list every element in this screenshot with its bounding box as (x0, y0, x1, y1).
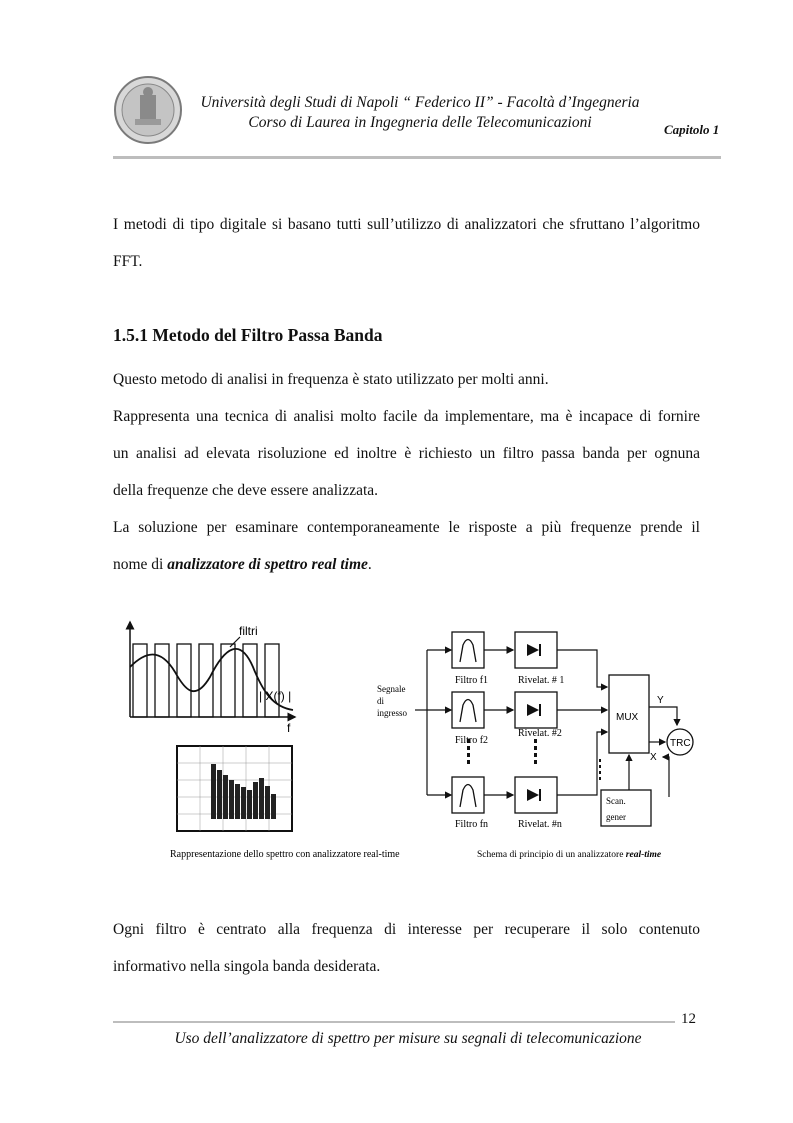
paragraph-3-suffix: . (367, 556, 372, 573)
realtime-analyzer-term: analizzatore di spettro real time (167, 556, 368, 573)
paragraph-2-line-2: un analisi ad elevata risoluzione ed inoltre è richiesto un filtro passa banda per ognuna (113, 445, 700, 462)
left-caption: Rappresentazione dello spettro con analizzatore real-time (170, 849, 400, 860)
section-heading: 1.5.1 Metodo del Filtro Passa Banda (113, 325, 383, 345)
detector-label-2: Rivelat. #2 (518, 728, 562, 739)
detector-label-1: Rivelat. # 1 (518, 675, 565, 686)
filter-label-2: Filtro f2 (455, 735, 489, 746)
header-university: Università degli Studi di Napoli “ Federico II” - Facoltà d’Ingegneria (200, 94, 640, 111)
trc-label: TRC (670, 738, 691, 749)
university-seal-logo (113, 75, 183, 145)
axis-y-label: Y (657, 695, 664, 706)
paragraph-2-line-1: Rappresenta una tecnica di analisi molto facile da implementare, ma è incapace di fornire (113, 408, 700, 425)
label-f: f (287, 721, 291, 735)
filter-blocks (452, 632, 484, 813)
intro-line-2: FFT. (113, 253, 143, 270)
block-diagram (377, 632, 693, 860)
scan-label-1: Scan. (606, 796, 626, 806)
paragraph-3-line-2 (113, 546, 700, 583)
input-label-2: di (377, 696, 385, 706)
header-chapter: Capitolo 1 (664, 122, 720, 137)
detector-blocks (515, 632, 557, 813)
label-filtri: filtri (239, 624, 258, 638)
paragraph-3-line-1: La soluzione per esaminare contemporaneamente le risposte a più frequenze prende il (113, 519, 700, 536)
filter-label-1: Filtro f1 (455, 675, 489, 686)
footer-divider (113, 1021, 675, 1023)
closing-line-2: informativo nella singola banda desiderata. (113, 958, 381, 975)
body-paragraphs (113, 361, 700, 583)
label-xf: | X(f) | (259, 689, 292, 703)
page-number: 12 (681, 1011, 696, 1027)
paragraph-3-prefix: nome di (113, 556, 168, 573)
mux-label: MUX (616, 712, 639, 723)
right-caption (477, 850, 662, 860)
axis-x-label: X (650, 752, 657, 763)
closing-line-1: Ogni filtro è centrato alla frequenza di interesse per recuperare il solo contenuto (113, 921, 700, 938)
right-caption-emph: real-time (625, 850, 662, 860)
intro-paragraph (113, 206, 700, 280)
paragraph-1: Questo metodo di analisi in frequenza è stato utilizzato per molti anni. (113, 371, 549, 388)
detector-label-n: Rivelat. #n (518, 819, 562, 830)
filter-label-n: Filtro fn (455, 819, 489, 830)
realtime-analyzer-figure (115, 612, 735, 867)
input-label-3: ingresso (377, 708, 407, 718)
footer-title: Uso dell’analizzatore di spettro per misure su segnali di telecomunicazione (174, 1030, 642, 1047)
header-course: Corso di Laurea in Ingegneria delle Telecomunicazioni (248, 114, 592, 131)
intro-line-1: I metodi di tipo digitale si basano tutti sull’utilizzo di analizzatori che sfruttano l’algoritmo (113, 216, 700, 233)
scan-label-2: gener (606, 812, 626, 822)
right-caption-text: Schema di principio di un analizzatore (477, 850, 626, 860)
filter-bank-spectrum-plot (130, 622, 295, 735)
paragraph-2-line-3: della frequenze che deve essere analizzata. (113, 482, 379, 499)
analyzer-screen (177, 746, 292, 831)
closing-paragraph (113, 911, 700, 985)
input-label-1: Segnale (377, 684, 406, 694)
header-divider (113, 156, 721, 159)
